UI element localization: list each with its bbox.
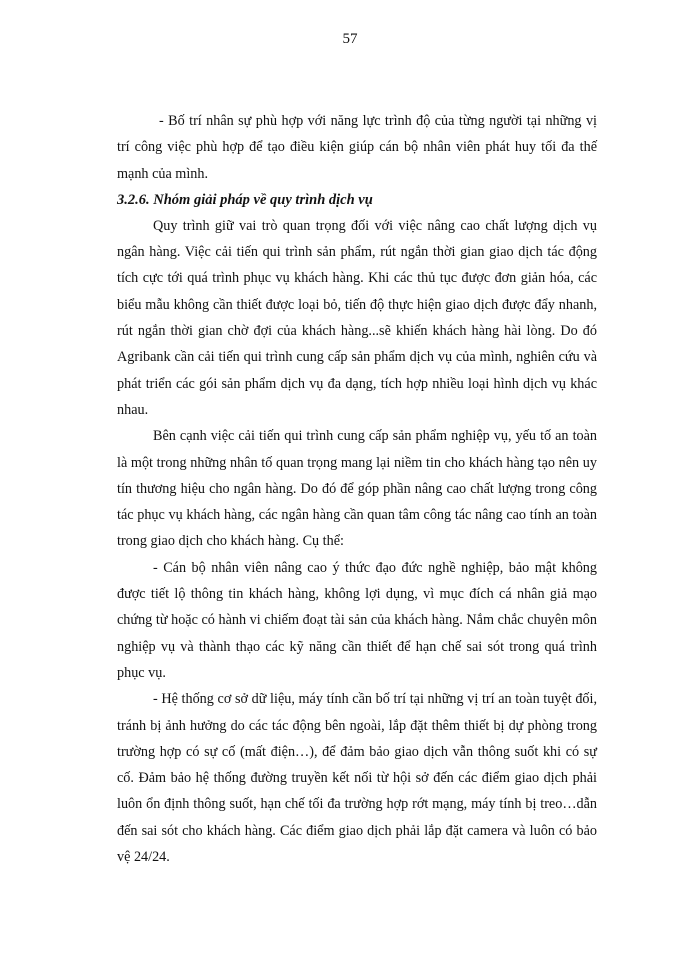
paragraph-safety: Bên cạnh việc cải tiến qui trình cung cấp sản phẩm nghiệp vụ, yếu tố an toàn là một trong những nhân tố quan trọng mang lại niềm tin cho khách hàng tạo nên uy tín thương hiệu cho ngân hàng. Do đó để góp phần nâng cao chất lượng trong công tác phục vụ khách hàng, các ngân hàng cần quan tâm công tác nâng cao tính an toàn trong giao dịch cho khách hàng. Cụ thể:	[117, 428, 597, 550]
document-body	[117, 108, 597, 870]
paragraph-process-role: Quy trình giữ vai trò quan trọng đối với việc nâng cao chất lượng dịch vụ ngân hàng. Việc cải tiến qui trình sản phẩm, rút ngắn thời gian giao dịch tác động tích cực tới quá trình phục vụ khách hàng. Khi các thủ tục được đơn giản hóa, các biểu mẫu không cần thiết được loại bỏ, tiến độ thực hiện giao dịch được đẩy nhanh, rút ngắn thời gian chờ đợi của khách hàng...sẽ khiến khách hàng hài lòng. Do đó Agribank cần cải tiến qui trình cung cấp sản phẩm dịch vụ của mình, nghiên cứu và phát triển các gói sản phẩm dịch vụ đa dạng, tích hợp nhiều loại hình dịch vụ khác nhau.	[117, 217, 597, 418]
paragraph-database-systems: - Hệ thống cơ sở dữ liệu, máy tính cần bố trí tại những vị trí an toàn tuyệt đối, tránh bị ảnh hưởng do các tác động bên ngoài, lắp đặt thêm thiết bị dự phòng trong trường hợp có sự cố (mất điện…), để đảm bảo giao dịch vẫn thông suốt khi có sự cố. Đảm bảo hệ thống đường truyền kết nối từ hội sở đến các điểm giao dịch phải luôn ổn định thông suốt, hạn chế tối đa trường hợp rớt mạng, máy tính bị treo…dẫn đến sai sót cho khách hàng. Các điểm giao dịch phải lắp đặt camera và luôn có bảo vệ 24/24.	[117, 691, 597, 866]
section-heading: 3.2.6. Nhóm giải pháp về quy trình dịch vụ	[117, 191, 373, 208]
paragraph-staff-ethics: - Cán bộ nhân viên nâng cao ý thức đạo đức nghề nghiệp, bảo mật không được tiết lộ thông tin khách hàng, không lợi dụng, vì mục đích cá nhân giả mạo chứng từ hoặc có hành vi chiếm đoạt tài sản của khách hàng. Nắm chắc chuyên môn nghiệp vụ và thành thạo các kỹ năng cần thiết để hạn chế sai sót trong quá trình phục vụ.	[117, 559, 597, 681]
paragraph-staff-arrangement: - Bố trí nhân sự phù hợp với năng lực trình độ của từng người tại những vị trí công việc phù hợp để tạo điều kiện giúp cán bộ nhân viên phát huy tối đa thế mạnh của mình.	[117, 113, 597, 182]
page-number: 57	[342, 31, 358, 47]
